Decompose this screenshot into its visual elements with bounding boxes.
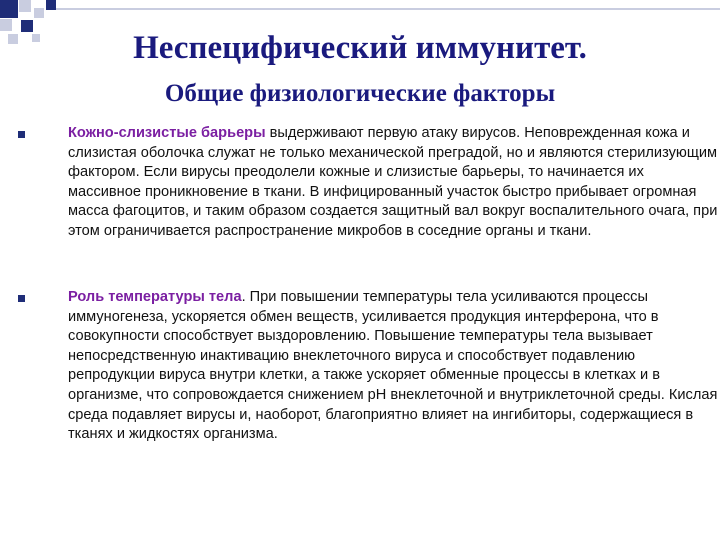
bullet-marker [18,131,25,138]
slide-subtitle: Общие физиологические факторы [164,80,556,107]
top-rule [56,8,720,10]
item-text: . При повышении температуры тела усиливаются процессы иммуногенеза, ускоряется обмен веществ, усиливается продукция интерферона, что в совокупности способствует выздоровлению. Повышение температуры тела вызывает непосредственную инактивацию внеклеточного вируса и способствует подавлению репродукции вируса внутри клетки, а также ускоряет обменные процессы в клетках и в организме, что сопровождается снижением pH внеклеточной и внутриклеточной среды. Кислая среда подавляет вирусы и, наоборот, благоприятно влияет на ингибиторы, содержащиеся в тканях и жидкостях организма. [68,289,718,443]
bullet-marker [18,295,25,302]
list-item [68,288,718,445]
item-text: выдерживают первую атаку вирусов. Неповрежденная кожа и слизистая оболочка служат не только механической преградой, но и являются стерилизующим фактором. Если вирусы преодолели кожные и слизистые барьеры, то начинается их массивное проникновение в ткани. В инфицированный участок быстро прибывает огромная масса фагоцитов, и таким образом создается защитный вал вокруг воспалительного очага, при этом ограничивается распространение микробов в соседние органы и ткани. [68,125,718,239]
decor-square [19,0,31,12]
item-lead: Кожно-слизистые барьеры [68,125,266,141]
item-lead: Роль температуры тела [68,289,242,305]
decor-square [34,8,44,18]
list-item [68,124,718,242]
decor-square [0,0,18,18]
slide-title: Неспецифический иммунитет. [133,30,587,66]
decor-square [46,0,56,10]
